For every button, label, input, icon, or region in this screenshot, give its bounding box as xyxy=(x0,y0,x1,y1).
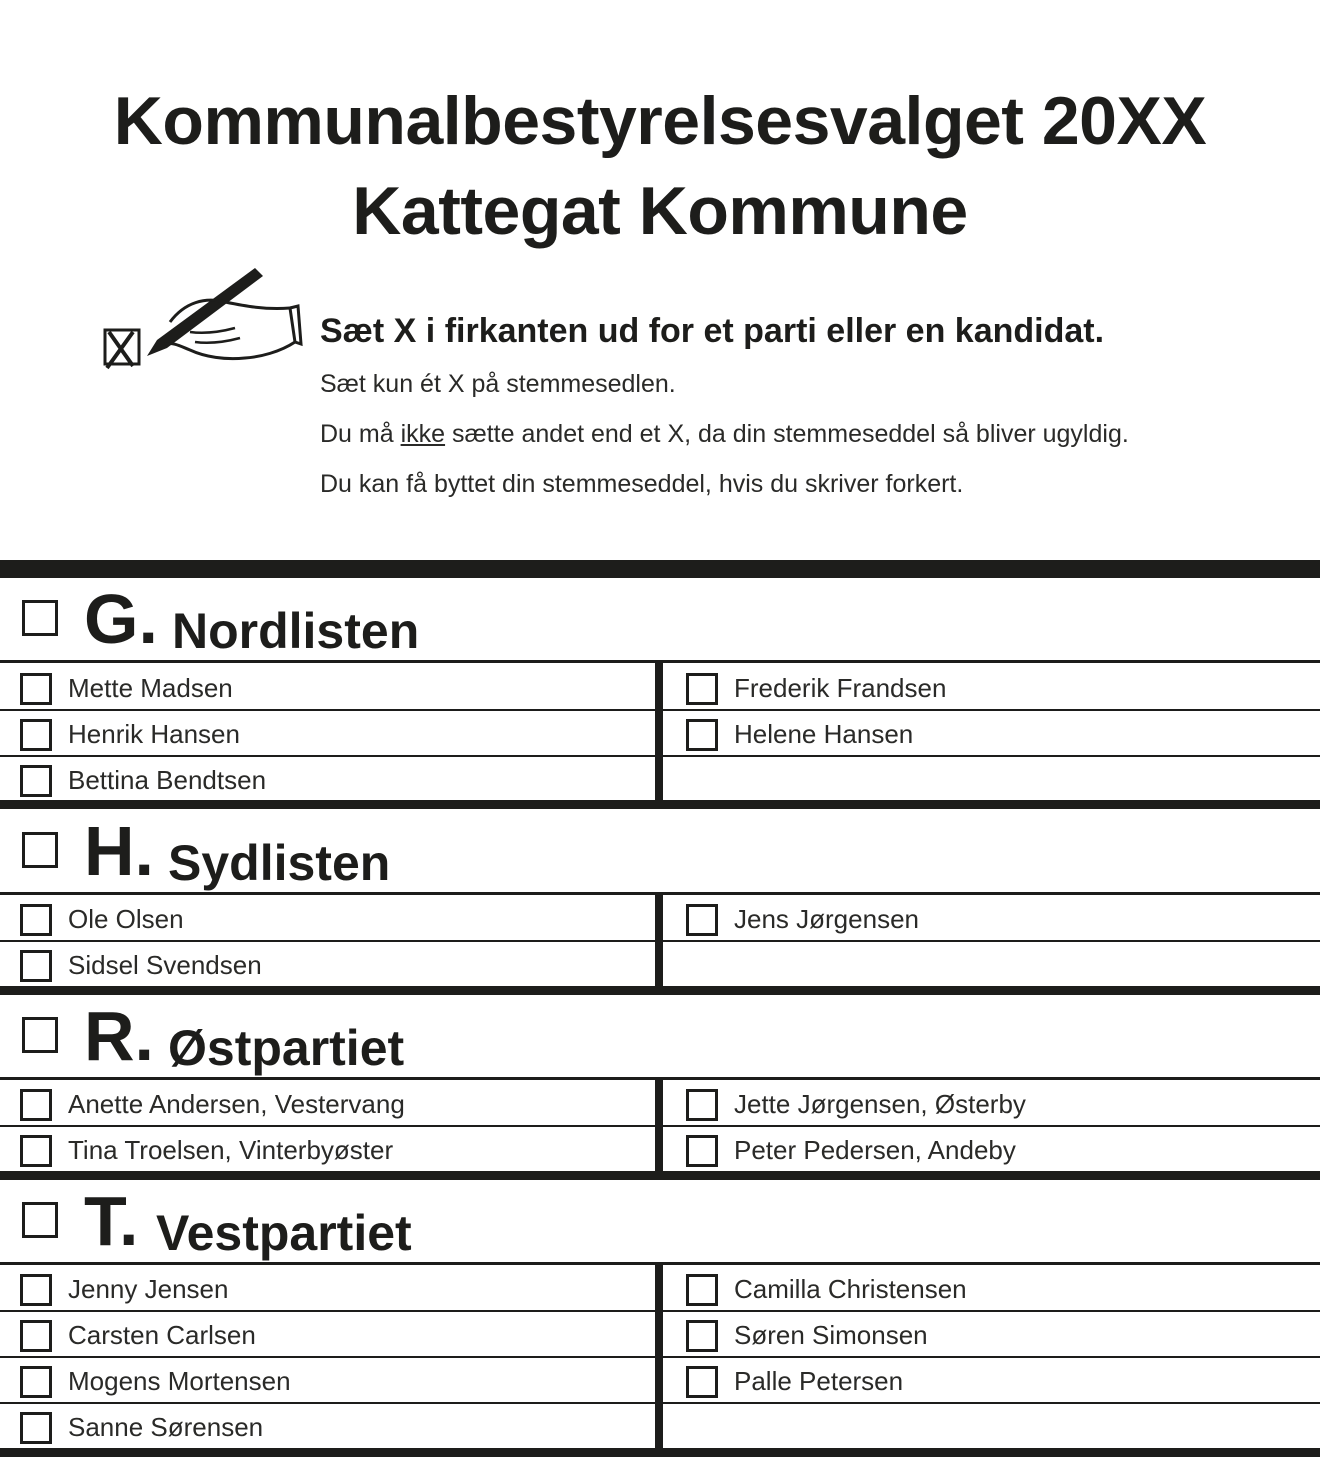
candidate-row[interactable] xyxy=(20,1358,650,1404)
row-divider xyxy=(0,1356,1320,1358)
candidate-row[interactable] xyxy=(686,1312,1306,1358)
party-divider xyxy=(0,800,1320,809)
candidate-row[interactable] xyxy=(686,1127,1306,1173)
candidate-row[interactable] xyxy=(686,896,1306,942)
ballot-top-rule xyxy=(0,560,1320,578)
row-divider xyxy=(0,940,1320,942)
candidate-row[interactable] xyxy=(686,711,1306,757)
candidate-name: Sidsel Svendsen xyxy=(68,950,262,980)
candidate-checkbox[interactable] xyxy=(20,1135,52,1167)
candidate-name: Henrik Hansen xyxy=(68,719,240,749)
party-letter: R. xyxy=(84,997,154,1075)
party-header-t xyxy=(0,1182,1320,1264)
party-letter: T. xyxy=(84,1182,139,1260)
candidate-row[interactable] xyxy=(686,1266,1306,1312)
party-name: Østpartiet xyxy=(168,1020,405,1076)
candidate-checkbox[interactable] xyxy=(686,1320,718,1352)
row-divider xyxy=(0,755,1320,757)
party-checkbox-r[interactable] xyxy=(22,1017,58,1053)
candidate-row[interactable] xyxy=(20,1404,650,1450)
party-checkbox-t[interactable] xyxy=(22,1202,58,1238)
instruction-line-1: Sæt kun ét X på stemmesedlen. xyxy=(320,370,676,398)
candidate-row[interactable] xyxy=(20,1127,650,1173)
ballot-bottom-rule xyxy=(0,1448,1320,1457)
party-divider xyxy=(0,986,1320,995)
instruction-line-2-end: sætte andet end et X, da din stemmeseddel så bliver ugyldig. xyxy=(445,420,1129,448)
candidate-name: Tina Troelsen, Vinterbyøster xyxy=(68,1135,394,1165)
candidate-name: Jenny Jensen xyxy=(68,1274,229,1304)
candidate-name: Jens Jørgensen xyxy=(734,904,919,934)
party-checkbox-h[interactable] xyxy=(22,832,58,868)
candidate-name: Carsten Carlsen xyxy=(68,1320,256,1350)
row-divider xyxy=(0,709,1320,711)
party-header-h xyxy=(0,812,1320,894)
party-letter: H. xyxy=(84,812,154,890)
candidate-checkbox[interactable] xyxy=(686,1089,718,1121)
candidate-row[interactable] xyxy=(20,1081,650,1127)
candidate-name: Anette Andersen, Vestervang xyxy=(68,1089,405,1119)
party-divider xyxy=(0,1171,1320,1180)
candidate-checkbox[interactable] xyxy=(686,904,718,936)
candidate-name: Helene Hansen xyxy=(734,719,914,749)
candidate-checkbox[interactable] xyxy=(20,719,52,751)
candidate-checkbox[interactable] xyxy=(686,1135,718,1167)
instruction-line-3: Du kan få byttet din stemmeseddel, hvis du skriver forkert. xyxy=(320,470,964,498)
candidate-name: Camilla Christensen xyxy=(734,1274,967,1304)
instruction-main: Sæt X i firkanten ud for et parti eller en kandidat. xyxy=(320,312,1105,350)
party-name: Nordlisten xyxy=(172,603,420,659)
candidate-checkbox[interactable] xyxy=(20,1412,52,1444)
candidate-checkbox[interactable] xyxy=(20,904,52,936)
candidate-name: Palle Petersen xyxy=(734,1366,904,1396)
row-divider xyxy=(0,1125,1320,1127)
candidate-name: Bettina Bendtsen xyxy=(68,765,267,795)
candidate-row[interactable] xyxy=(20,1266,650,1312)
candidate-row[interactable] xyxy=(686,665,1306,711)
municipality-title: Kattegat Kommune xyxy=(352,173,968,249)
candidate-row[interactable] xyxy=(20,896,650,942)
candidate-checkbox[interactable] xyxy=(20,1089,52,1121)
candidate-checkbox[interactable] xyxy=(686,673,718,705)
ballot-title: Kommunalbestyrelsesvalget 20XX xyxy=(113,83,1207,159)
party-name: Vestpartiet xyxy=(156,1205,412,1261)
candidate-checkbox[interactable] xyxy=(20,1320,52,1352)
candidate-name: Mette Madsen xyxy=(68,673,233,703)
instruction-line-2 xyxy=(320,420,1129,449)
hand-with-pen-marking-x-icon xyxy=(95,262,305,382)
party-letter: G. xyxy=(84,580,158,658)
party-header-g xyxy=(0,580,1320,662)
instruction-emphasis-ikke: ikke xyxy=(400,420,446,448)
row-divider xyxy=(0,1402,1320,1404)
candidate-checkbox[interactable] xyxy=(686,719,718,751)
candidate-checkbox[interactable] xyxy=(686,1274,718,1306)
candidate-row[interactable] xyxy=(20,711,650,757)
candidate-row[interactable] xyxy=(20,942,650,988)
candidate-row[interactable] xyxy=(686,1081,1306,1127)
candidate-checkbox[interactable] xyxy=(20,1366,52,1398)
candidate-name: Jette Jørgensen, Østerby xyxy=(734,1089,1026,1119)
party-checkbox-g[interactable] xyxy=(22,600,58,636)
instruction-line-2-start: Du må xyxy=(320,420,401,448)
candidate-row[interactable] xyxy=(20,665,650,711)
row-divider xyxy=(0,1310,1320,1312)
party-name: Sydlisten xyxy=(168,835,391,891)
candidate-name: Sanne Sørensen xyxy=(68,1412,264,1442)
candidate-name: Søren Simonsen xyxy=(734,1320,928,1350)
column-divider xyxy=(655,662,663,802)
candidate-checkbox[interactable] xyxy=(20,673,52,705)
candidate-row[interactable] xyxy=(20,757,650,803)
candidate-name: Frederik Frandsen xyxy=(734,673,947,703)
candidate-name: Ole Olsen xyxy=(68,904,184,934)
party-header-r xyxy=(0,997,1320,1079)
candidate-checkbox[interactable] xyxy=(686,1366,718,1398)
candidate-checkbox[interactable] xyxy=(20,950,52,982)
candidate-name: Peter Pedersen, Andeby xyxy=(734,1135,1016,1165)
candidate-name: Mogens Mortensen xyxy=(68,1366,291,1396)
candidate-row[interactable] xyxy=(20,1312,650,1358)
candidate-checkbox[interactable] xyxy=(20,765,52,797)
candidate-checkbox[interactable] xyxy=(20,1274,52,1306)
candidate-row[interactable] xyxy=(686,1358,1306,1404)
